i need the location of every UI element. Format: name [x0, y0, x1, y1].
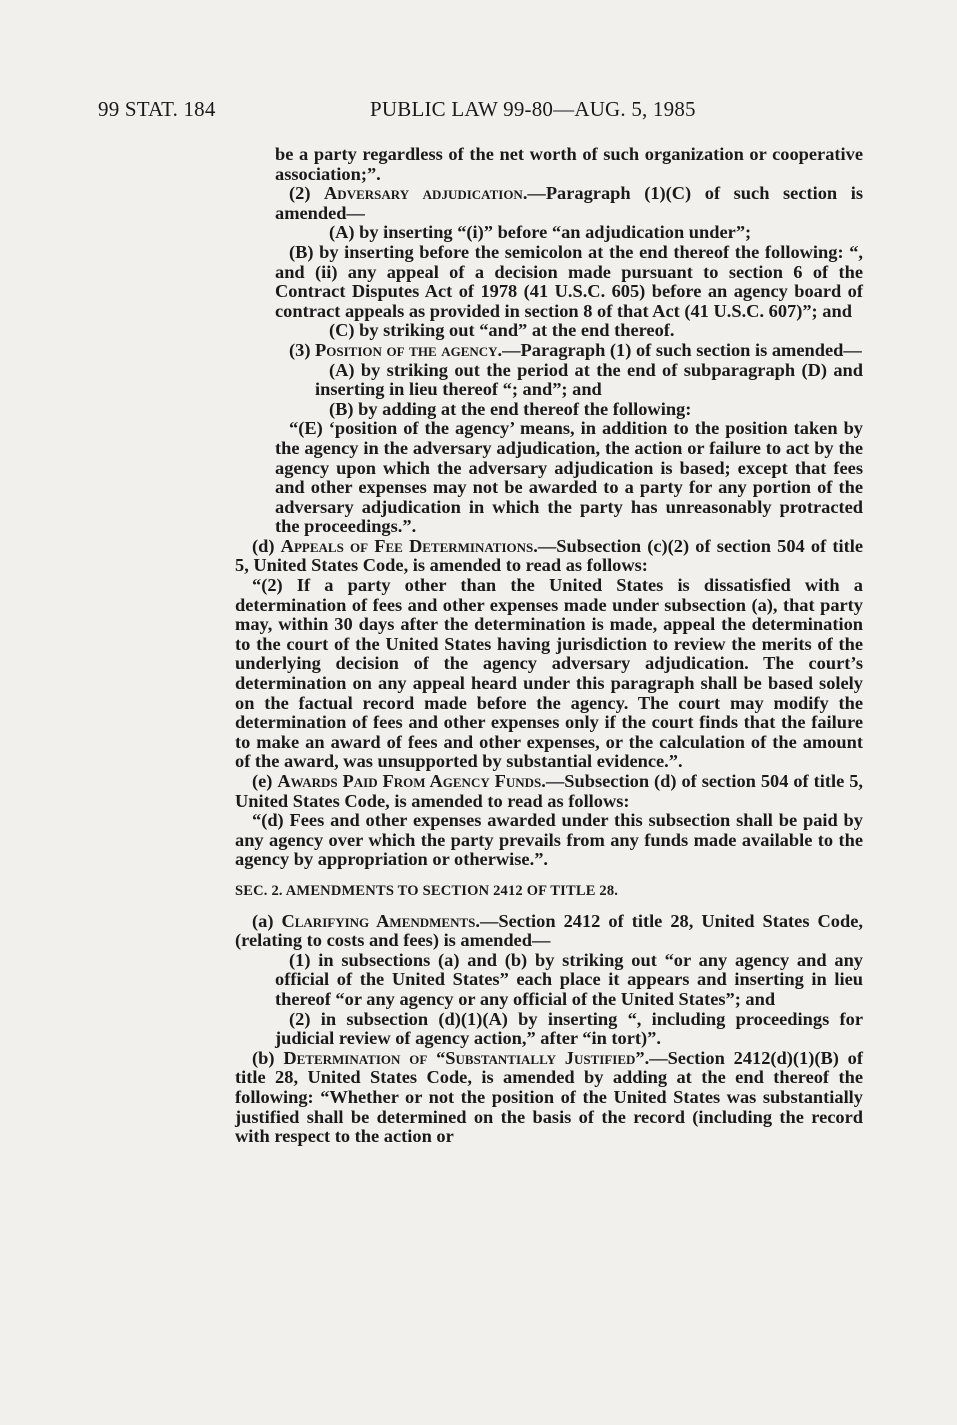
document-body: [235, 145, 863, 1147]
paragraph-text: .—Paragraph (1) of such section is amended—: [497, 339, 862, 360]
law-title-header: PUBLIC LAW 99-80—AUG. 5, 1985: [370, 97, 696, 121]
subsection-heading: Determination of “Substantially Justified”: [283, 1047, 645, 1068]
subsection-d-appeals: [235, 537, 863, 576]
subsection-number: (a): [252, 910, 282, 931]
subsection-text: .—Subsection (c)(2) of section 504 of title 5, United States Code, is amended to read as follows:: [235, 535, 864, 576]
subsection-a-clarifying: [235, 912, 863, 951]
clause-a-inserting: (A) by inserting “(i)” before “an adjudication under”;: [329, 222, 752, 243]
clause-b-text: (B) by inserting before the semicolon at the end thereof the following: “, and (ii) any appeal of a decision made pursuant to section 6 of the Contract Disputes Act of 1978 (41 U.S.C. 605) before an agency board of contract appeals as provided in section 8 of that Act (41 U.S.C. 607)”; and: [275, 241, 863, 321]
subsection-b-determination: [235, 1049, 863, 1147]
paragraph-text: .—Paragraph (1)(C) of such section is amended—: [275, 183, 863, 223]
statute-page-reference: 99 STAT. 184: [98, 97, 216, 121]
paragraph-number: (2): [289, 183, 325, 204]
subsection-e-awards: [235, 772, 863, 811]
clause-b-adding: (B) by adding at the end thereof the following:: [329, 398, 692, 419]
subsection-text: .—Section 2412 of title 28, United States Code, (relating to costs and fees) is amended—: [235, 910, 863, 951]
clause-1-subsections: (1) in subsections (a) and (b) by striking out “or any agency and any official of the United States” each place it appears and inserting in lieu thereof “or any agency or any official of the United States”; and: [275, 949, 863, 1009]
paragraph-heading: Position of the agency: [315, 339, 498, 360]
subsection-number: (d): [252, 535, 281, 556]
clause-c-striking: (C) by striking out “and” at the end thereof.: [329, 320, 675, 341]
subsection-heading: Clarifying Amendments: [281, 910, 476, 931]
paragraph-number: (3): [289, 339, 316, 360]
quoted-definition-e: “(E) ‘position of the agency’ means, in addition to the position taken by the agency in the adversary adjudication, the action or failure to act by the agency upon which the adversary adjudication is based; except that fees and other expenses may not be awarded to a party for any portion of the adversary adjudication in which the party has unreasonably protracted the proceedings.”.: [275, 418, 863, 537]
paragraph-heading: Adversary adjudication: [324, 183, 523, 204]
paragraph-adversary-adjudication: [235, 184, 863, 223]
subsection-number: (e): [252, 771, 278, 791]
subsection-heading: Appeals of Fee Determinations: [280, 535, 534, 556]
subsection-text: .—Subsection (d) of section 504 of title 5, United States Code, is amended to read as follows:: [235, 771, 863, 811]
paragraph-position-of-agency: [235, 341, 863, 361]
clause-2-subsection: (2) in subsection (d)(1)(A) by inserting “, including proceedings for judicial review of agency action,” after “in tort)”.: [275, 1008, 863, 1049]
subsection-text: .—Section 2412(d)(1)(B) of title 28, United States Code, is amended by adding at the end thereof the following: “Whether or not the position of the United States was substantially justified shall be determined on the basis of the record (including the record with respect to the action or: [235, 1047, 864, 1147]
paragraph-continuation: be a party regardless of the net worth of such organization or cooperative association;”.: [275, 144, 863, 184]
quoted-paragraph-2: “(2) If a party other than the United States is dissatisfied with a determination of fees and other expenses made under subsection (a), that party may, within 30 days after the determination is made, appeal the determination to the court of the United States having jurisdiction to review the merits of the underlying decision of the agency adversary adjudication. The court’s determination on any appeal heard under this paragraph shall be based solely on the factual record made before the agency. The court may modify the determination of fees and other expenses only if the court finds that the failure to make an award of fees and other expenses, or the calculation of the amount of the award, was unsupported by substantial evidence.”.: [235, 575, 863, 772]
clause-b-inserting: [195, 243, 863, 321]
subsection-heading: Awards Paid From Agency Funds: [277, 771, 542, 791]
subsection-number: (b): [252, 1047, 284, 1068]
clause-a-striking-period: (A) by striking out the period at the end of subparagraph (D) and inserting in lieu thereof “; and”; and: [315, 359, 863, 400]
section-heading: SEC. 2. AMENDMENTS TO SECTION 2412 OF TITLE 28.: [235, 882, 619, 899]
quoted-subsection-d: “(d) Fees and other expenses awarded under this subsection shall be paid by any agency over which the party prevails from any funds made available to the agency by appropriation or otherwise.”.: [235, 810, 863, 870]
